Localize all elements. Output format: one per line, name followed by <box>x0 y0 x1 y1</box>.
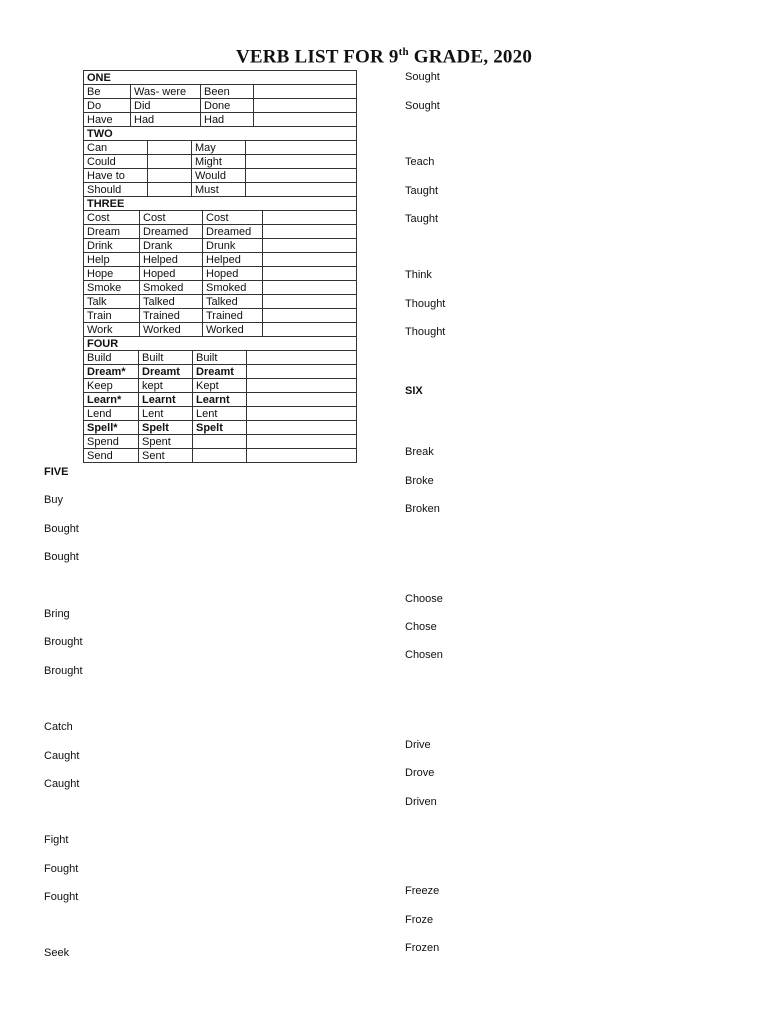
table-row: Dream* Dreamt Dreamt <box>84 365 357 379</box>
list-item: Chosen <box>405 649 443 661</box>
table-row: Have Had Had <box>84 113 357 127</box>
section-heading: THREE <box>84 197 357 211</box>
table-row: Build Built Built <box>84 351 357 365</box>
table-row: Spend Spent <box>84 435 357 449</box>
list-item: Think <box>405 269 432 281</box>
table-row: Dream Dreamed Dreamed <box>84 225 357 239</box>
list-item: Driven <box>405 796 437 808</box>
verb-table-three <box>83 196 357 337</box>
list-item: Brought <box>44 665 83 677</box>
list-item: Taught <box>405 213 439 225</box>
list-item: Brought <box>44 636 83 648</box>
table-row: Cost Cost Cost <box>84 211 357 225</box>
table-row: Lend Lent Lent <box>84 407 357 421</box>
table-row: Could Might <box>84 155 357 169</box>
verb-table-two <box>83 126 357 197</box>
list-item: Seek <box>44 947 70 959</box>
list-item: Chose <box>405 621 437 633</box>
list-item: Broken <box>405 503 440 515</box>
list-item: Fought <box>44 891 79 903</box>
verb-table-four <box>83 336 357 463</box>
table-row: Help Helped Helped <box>84 253 357 267</box>
list-item: Bring <box>44 608 70 620</box>
verb-table-one <box>83 70 357 127</box>
list-item: Catch <box>44 721 73 733</box>
list-item: Fight <box>44 834 69 846</box>
table-row: Do Did Done <box>84 99 357 113</box>
table-row: Talk Talked Talked <box>84 295 357 309</box>
list-item: Freeze <box>405 885 440 897</box>
table-row: Be Was- were Been <box>84 85 357 99</box>
section-heading-five: FIVE <box>44 466 69 478</box>
table-row: Send Sent <box>84 449 357 463</box>
list-item: Teach <box>405 156 435 168</box>
list-item: Drive <box>405 739 431 751</box>
list-item: Broke <box>405 475 434 487</box>
list-item: Choose <box>405 593 443 605</box>
list-item: Frozen <box>405 942 440 954</box>
list-item: Break <box>405 446 434 458</box>
list-item: Drove <box>405 767 435 779</box>
table-row: Drink Drank Drunk <box>84 239 357 253</box>
list-item: Caught <box>44 750 80 762</box>
list-item: Bought <box>44 551 79 563</box>
table-row: Can May <box>84 141 357 155</box>
table-row: Keep kept Kept <box>84 379 357 393</box>
table-row: Smoke Smoked Smoked <box>84 281 357 295</box>
table-row: Have to Would <box>84 169 357 183</box>
table-row: Spell* Spelt Spelt <box>84 421 357 435</box>
list-item: Taught <box>405 185 439 197</box>
table-row: Learn* Learnt Learnt <box>84 393 357 407</box>
list-item: Thought <box>405 298 446 310</box>
section-heading-six: SIX <box>405 385 423 397</box>
list-item: Thought <box>405 326 446 338</box>
section-heading: ONE <box>84 71 357 85</box>
section-heading: TWO <box>84 127 357 141</box>
table-row: Train Trained Trained <box>84 309 357 323</box>
list-item: Fought <box>44 863 79 875</box>
table-row: Should Must <box>84 183 357 197</box>
list-item: Sought <box>405 71 440 83</box>
list-item: Sought <box>405 100 440 112</box>
table-row: Hope Hoped Hoped <box>84 267 357 281</box>
table-row: Work Worked Worked <box>84 323 357 337</box>
list-item: Buy <box>44 494 63 506</box>
list-item: Caught <box>44 778 80 790</box>
list-item: Bought <box>44 523 79 535</box>
page-title: VERB LIST FOR 9th GRADE, 2020 <box>235 46 533 68</box>
list-item: Froze <box>405 914 434 926</box>
section-heading: FOUR <box>84 337 357 351</box>
